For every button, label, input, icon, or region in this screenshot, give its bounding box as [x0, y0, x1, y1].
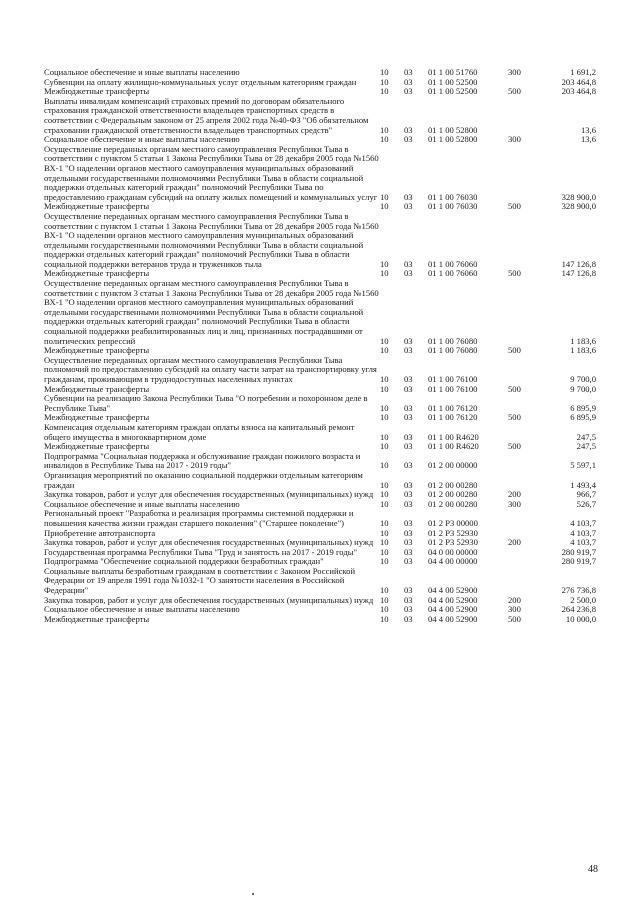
row-amount: 280 919,7 — [561, 546, 596, 557]
row-name: Социальные выплаты безработным гражданам в соответствии с Законом Российской Федерации от 19 апреля 1991 года №1032-1 "О занятости населения в Российской Федерации" — [44, 565, 356, 596]
row-amount: 1 183,6 — [570, 345, 596, 356]
row-subsection: 03 — [404, 412, 413, 423]
row-name: Закупка товаров, работ и услуг для обеспечения государственных (муниципальных) нужд — [44, 594, 374, 605]
row-name: Межбюджетные трансферты — [44, 201, 150, 212]
row-section: 10 — [380, 124, 389, 135]
row-subsection: 03 — [404, 191, 413, 202]
row-subsection: 03 — [404, 479, 413, 490]
table-row — [44, 615, 596, 625]
row-amount: 147 126,8 — [561, 268, 596, 279]
row-section: 10 — [380, 374, 389, 384]
table-row — [44, 452, 596, 471]
row-name: Социальное обеспечение и иные выплаты населению — [44, 604, 240, 615]
row-section: 10 — [380, 201, 389, 212]
row-name: Субвенции на реализацию Закона Республики Тыва "О погребении и похоронном деле в Республике Тыва" — [44, 393, 368, 413]
row-expense-type: 200 — [508, 594, 521, 605]
row-target-article: 04 4 00 00000 — [428, 556, 478, 567]
row-expense-type — [508, 423, 544, 442]
row-target-article: 04 4 00 52900 — [428, 585, 478, 596]
row-amount: 247,5 — [576, 431, 596, 442]
row-section: 10 — [380, 546, 389, 557]
row-name: Осуществление переданных органам местного самоуправления Республики Тыва в соответствии с пунктом 3 статьи 1 Закона Республики Тыва от 28 декабря 2005 года №1560 ВХ-1 "О наделении органов местного самоуправления муниципальных образований отдельными государственными полномочиями Республики Тыва в области социальной поддержки отдельных категорий граждан" полномочий Республики Тыва в области социальной поддержки реабилитированных лиц и лиц, признанных пострадавшими от политических репрессий — [44, 278, 379, 346]
row-subsection: 03 — [404, 345, 413, 356]
row-expense-type: 300 — [508, 67, 521, 77]
row-amount: 4 103,7 — [570, 517, 596, 528]
row-section: 10 — [380, 345, 389, 356]
row-section: 10 — [380, 412, 389, 423]
row-amount: 280 919,7 — [561, 556, 596, 567]
row-name: Осуществление переданных органам местного самоуправления Республики Тыва полномочий по предоставлению субсидий на оплату части затрат на транспортировку угля гражданам, проживающим в труднодоступных населенных пунктах — [44, 354, 377, 384]
row-amount: 328 900,0 — [561, 201, 596, 212]
row-target-article: 04 4 00 52900 — [428, 594, 478, 605]
row-name: Социальное обеспечение и иные выплаты населению — [44, 67, 240, 77]
row-subsection: 03 — [404, 517, 413, 528]
row-target-article: 01 1 00 76030 — [428, 191, 478, 202]
row-subsection: 03 — [404, 460, 413, 471]
row-name: Осуществление переданных органам местного самоуправления Республики Тыва в соответствии с пунктом 5 статьи 1 Закона Республики Тыва от 28 декабря 2005 года №1560 ВХ-1 "О наделении органов местного самоуправления муниципальных образований отдельными государственными полномочиями Республики Тыва в области социальной поддержки отдельных категорий граждан" полномочий Республики Тыва по предоставлению гражданам субсидий на оплату жилых помещений и коммунальных услуг — [44, 143, 379, 202]
row-expense-type: 500 — [508, 86, 521, 97]
row-amount: 4 103,7 — [570, 527, 596, 538]
row-section: 10 — [380, 479, 389, 490]
table-row — [44, 509, 596, 528]
row-expense-type: 300 — [508, 134, 521, 145]
row-expense-type: 200 — [508, 537, 521, 548]
row-subsection: 03 — [404, 67, 413, 77]
row-section: 10 — [380, 460, 389, 471]
row-expense-type — [508, 557, 544, 567]
row-amount: 2 500,0 — [570, 594, 596, 605]
row-section: 10 — [380, 268, 389, 279]
row-subsection: 03 — [404, 431, 413, 442]
row-target-article: 01 1 00 76100 — [428, 383, 478, 394]
row-expense-type: 500 — [508, 201, 521, 212]
row-name: Межбюджетные трансферты — [44, 613, 150, 624]
row-expense-type — [508, 279, 544, 346]
row-subsection: 03 — [404, 594, 413, 605]
scan-speck — [252, 893, 254, 895]
row-target-article: 01 1 00 52500 — [428, 86, 478, 97]
row-subsection: 03 — [404, 258, 413, 269]
row-section: 10 — [380, 441, 389, 452]
row-target-article: 01 1 00 76030 — [428, 201, 478, 212]
row-target-article: 01 1 00 52800 — [428, 124, 478, 135]
row-amount: 10 000,0 — [565, 613, 596, 624]
row-amount: 5 597,1 — [570, 460, 596, 471]
row-amount: 328 900,0 — [561, 191, 596, 202]
row-amount: 966,7 — [576, 489, 596, 500]
row-expense-type — [508, 97, 544, 135]
row-expense-type: 500 — [508, 345, 521, 356]
row-expense-type: 500 — [508, 412, 521, 423]
row-target-article: 01 1 00 R4620 — [428, 431, 479, 442]
row-subsection: 03 — [404, 546, 413, 557]
row-section: 10 — [380, 335, 389, 346]
row-target-article: 01 1 00 R4620 — [428, 441, 479, 452]
row-subsection: 03 — [404, 613, 413, 624]
row-subsection: 03 — [404, 527, 413, 538]
row-target-article: 01 1 00 76080 — [428, 335, 478, 346]
row-section: 10 — [380, 537, 389, 548]
row-amount: 6 895,9 — [570, 412, 596, 423]
table-row — [44, 394, 596, 413]
row-expense-type — [508, 356, 544, 385]
row-section: 10 — [380, 527, 389, 538]
row-target-article: 01 2 00 00280 — [428, 489, 478, 500]
row-section: 10 — [380, 498, 389, 509]
row-name: Приобретение автотранспорта — [44, 527, 156, 538]
table-row — [44, 423, 596, 442]
row-subsection: 03 — [404, 585, 413, 596]
row-expense-type: 500 — [508, 613, 521, 624]
row-name: Социальное обеспечение и иные выплаты населению — [44, 498, 240, 509]
row-section: 10 — [380, 613, 389, 624]
row-name: Межбюджетные трансферты — [44, 412, 150, 423]
budget-table-body — [44, 68, 596, 624]
row-subsection: 03 — [404, 124, 413, 135]
row-name: Подпрограмма "Социальная поддержка и обслуживание граждан пожилого возраста и инвалидов в Республике Тыва на 2017 - 2019 годы" — [44, 450, 361, 471]
row-subsection: 03 — [404, 86, 413, 97]
row-expense-type — [508, 509, 544, 528]
row-name: Государственная программа Республики Тыва "Труд и занятость на 2017 - 2019 годы" — [44, 546, 357, 557]
page-number: 48 — [588, 864, 598, 875]
row-amount: 276 736,8 — [561, 585, 596, 596]
row-amount: 9 700,0 — [570, 374, 596, 384]
table-row — [44, 356, 596, 385]
row-name: Межбюджетные трансферты — [44, 345, 150, 356]
row-expense-type: 500 — [508, 383, 521, 394]
row-target-article: 01 2 P3 00000 — [428, 517, 478, 528]
row-expense-type: 500 — [508, 268, 521, 279]
row-target-article: 01 1 00 76080 — [428, 345, 478, 356]
row-expense-type — [508, 548, 544, 558]
row-amount: 526,7 — [576, 498, 596, 509]
row-amount: 147 126,8 — [561, 258, 596, 269]
row-name: Социальное обеспечение и иные выплаты населению — [44, 134, 240, 145]
row-amount: 1 183,6 — [570, 335, 596, 346]
row-amount: 1 691,2 — [570, 67, 596, 77]
row-expense-type — [508, 212, 544, 270]
row-subsection: 03 — [404, 76, 413, 87]
row-name: Межбюджетные трансферты — [44, 441, 150, 452]
row-target-article: 01 1 00 76060 — [428, 268, 478, 279]
row-amount: 4 103,7 — [570, 537, 596, 548]
row-section: 10 — [380, 258, 389, 269]
row-target-article: 01 1 00 51760 — [428, 67, 478, 77]
row-target-article: 01 1 00 76120 — [428, 402, 478, 413]
row-expense-type — [508, 145, 544, 203]
row-name: Закупка товаров, работ и услуг для обеспечения государственных (муниципальных) нужд — [44, 489, 374, 500]
row-section: 10 — [380, 86, 389, 97]
row-subsection: 03 — [404, 335, 413, 346]
row-name: Выплаты инвалидам компенсаций страховых премий по договорам обязательного страхования гражданской ответственности владельцев транспортных средств в соответствии с Федеральным законом от 25 апреля 2002 года №40-ФЗ "Об обязательном страховании гражданской ответственности владельцев транспортных средств" — [44, 95, 369, 135]
row-target-article: 01 1 00 76060 — [428, 258, 478, 269]
row-target-article: 01 1 00 52500 — [428, 76, 478, 87]
row-amount: 247,5 — [576, 441, 596, 452]
row-subsection: 03 — [404, 268, 413, 279]
row-target-article: 01 2 00 00000 — [428, 460, 478, 471]
row-expense-type: 300 — [508, 498, 521, 509]
row-name: Межбюджетные трансферты — [44, 268, 150, 279]
row-amount: 13,6 — [580, 124, 596, 135]
row-target-article: 01 1 00 52800 — [428, 134, 478, 145]
row-expense-type: 300 — [508, 604, 521, 615]
row-amount: 203 464,8 — [561, 76, 596, 87]
row-target-article: 01 2 00 00280 — [428, 498, 478, 509]
row-name: Подпрограмма "Обеспечение социальной поддержки безработных граждан" — [44, 556, 324, 567]
row-expense-type — [508, 567, 544, 596]
row-target-article: 04 4 00 52900 — [428, 613, 478, 624]
row-subsection: 03 — [404, 402, 413, 413]
row-section: 10 — [380, 489, 389, 500]
row-subsection: 03 — [404, 441, 413, 452]
budget-table — [44, 68, 596, 624]
table-row — [44, 212, 596, 270]
row-section: 10 — [380, 594, 389, 605]
row-amount: 264 236,8 — [561, 604, 596, 615]
row-name: Региональный проект "Разработка и реализация программы системной поддержки и повышения качества жизни граждан старшего поколения" ("Старшее поколение") — [44, 508, 354, 528]
row-target-article: 01 2 P3 52930 — [428, 537, 478, 548]
row-amount: 1 493,4 — [570, 479, 596, 490]
row-expense-type — [508, 452, 544, 471]
row-section: 10 — [380, 585, 389, 596]
row-expense-type — [508, 394, 544, 413]
row-name: Организация мероприятий по оказанию социальной поддержки отдельным категориям граждан — [44, 469, 363, 490]
row-subsection: 03 — [404, 374, 413, 384]
table-row — [44, 567, 596, 596]
row-amount: 9 700,0 — [570, 383, 596, 394]
row-section: 10 — [380, 556, 389, 567]
row-target-article: 01 2 P3 52930 — [428, 527, 478, 538]
row-name: Закупка товаров, работ и услуг для обеспечения государственных (муниципальных) нужд — [44, 537, 374, 548]
row-subsection: 03 — [404, 134, 413, 145]
row-subsection: 03 — [404, 489, 413, 500]
row-section: 10 — [380, 517, 389, 528]
row-expense-type: 500 — [508, 441, 521, 452]
row-subsection: 03 — [404, 537, 413, 548]
table-row — [44, 97, 596, 135]
row-subsection: 03 — [404, 556, 413, 567]
row-target-article: 01 1 00 76120 — [428, 412, 478, 423]
row-section: 10 — [380, 76, 389, 87]
row-section: 10 — [380, 431, 389, 442]
row-expense-type: 200 — [508, 489, 521, 500]
row-name: Субвенции на оплату жилищно-коммунальных услуг отдельным категориям граждан — [44, 76, 357, 87]
table-row — [44, 145, 596, 203]
row-section: 10 — [380, 604, 389, 615]
row-expense-type — [508, 471, 544, 490]
row-amount: 6 895,9 — [570, 402, 596, 413]
row-target-article: 01 1 00 76100 — [428, 374, 478, 384]
row-amount: 203 464,8 — [561, 86, 596, 97]
row-subsection: 03 — [404, 498, 413, 509]
row-target-article: 04 4 00 52900 — [428, 604, 478, 615]
row-name: Межбюджетные трансферты — [44, 383, 150, 394]
table-row — [44, 471, 596, 490]
row-name: Осуществление переданных органам местного самоуправления Республики Тыва в соответствии с пунктом 1 статьи 1 Закона Республики Тыва от 28 декабря 2005 года №1560 ВХ-1 "О наделении органов местного самоуправления муниципальных образований отдельными государственными полномочиями Республики Тыва в области социальной поддержки отдельных категорий граждан" полномочий Республики Тыва в области социальной поддержки ветеранов труда и тружеников тыла — [44, 210, 379, 269]
row-amount: 13,6 — [580, 134, 596, 145]
row-section: 10 — [380, 67, 389, 77]
row-subsection: 03 — [404, 201, 413, 212]
row-subsection: 03 — [404, 383, 413, 394]
row-name: Компенсация отдельным категориям граждан оплаты взноса на капитальный ремонт общего имущества в многоквартирном доме — [44, 421, 355, 442]
row-section: 10 — [380, 134, 389, 145]
row-section: 10 — [380, 383, 389, 394]
row-target-article: 04 0 00 00000 — [428, 546, 478, 557]
row-subsection: 03 — [404, 604, 413, 615]
table-row — [44, 279, 596, 346]
row-section: 10 — [380, 191, 389, 202]
row-section: 10 — [380, 402, 389, 413]
row-name: Межбюджетные трансферты — [44, 86, 150, 97]
row-target-article: 01 2 00 00280 — [428, 479, 478, 490]
